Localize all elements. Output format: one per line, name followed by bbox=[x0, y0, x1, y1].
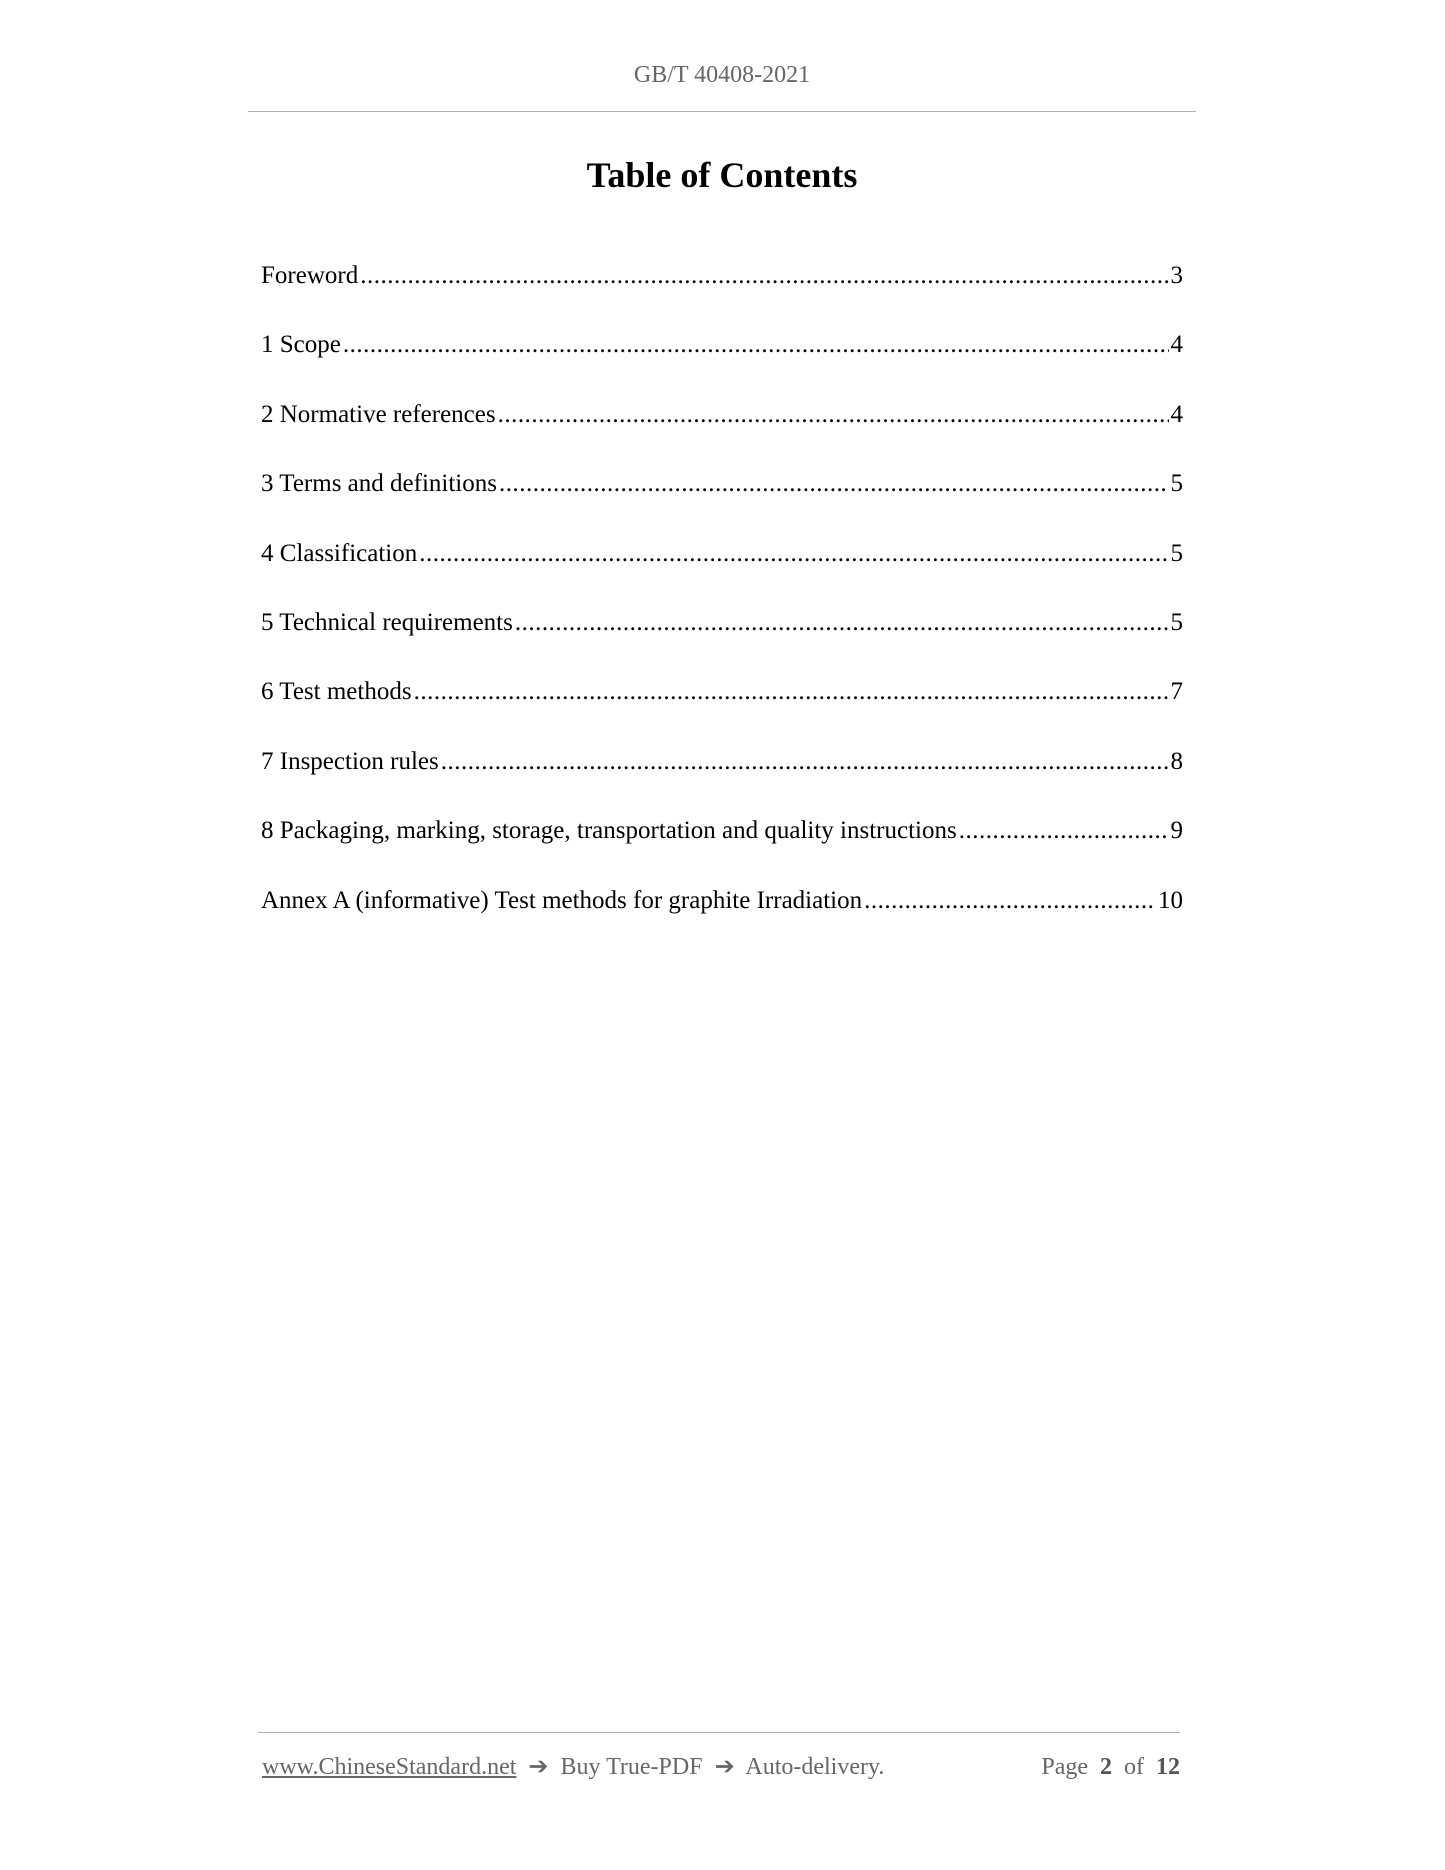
toc-entry-inspection-rules[interactable] bbox=[261, 748, 1183, 817]
toc-entry-page: 4 bbox=[1170, 331, 1183, 359]
toc-entry-page: 5 bbox=[1170, 470, 1183, 498]
toc-entry-label: 4 Classification bbox=[261, 539, 418, 567]
auto-delivery-text: Auto-delivery. bbox=[745, 1754, 885, 1780]
page-title: Table of Contents bbox=[586, 155, 858, 195]
document-code-header: GB/T 40408-2021 bbox=[633, 62, 811, 88]
dot-leader bbox=[419, 540, 1168, 568]
total-pages-number: 12 bbox=[1156, 1754, 1180, 1780]
toc-entry-label: 2 Normative references bbox=[261, 400, 496, 428]
dot-leader bbox=[864, 887, 1156, 915]
toc-entry-label: 3 Terms and definitions bbox=[261, 470, 497, 498]
dot-leader bbox=[959, 817, 1169, 845]
dot-leader bbox=[414, 678, 1169, 706]
page-footer bbox=[262, 1752, 1180, 1781]
toc-entry-test-methods[interactable] bbox=[261, 678, 1183, 747]
footer-promo bbox=[262, 1752, 884, 1781]
toc-entry-annex-a[interactable] bbox=[261, 887, 1183, 956]
dot-leader bbox=[498, 401, 1169, 429]
dot-leader bbox=[360, 262, 1168, 290]
table-of-contents bbox=[261, 262, 1183, 956]
toc-entry-page: 8 bbox=[1170, 747, 1183, 775]
footer-divider bbox=[258, 1732, 1180, 1733]
website-link[interactable]: www.ChineseStandard.net bbox=[262, 1754, 517, 1780]
toc-entry-label: 1 Scope bbox=[261, 331, 341, 359]
buy-true-pdf-text: Buy True-PDF bbox=[560, 1754, 703, 1780]
current-page-number: 2 bbox=[1100, 1754, 1112, 1780]
toc-entry-terms-and-definitions[interactable] bbox=[261, 470, 1183, 539]
toc-entry-foreword[interactable] bbox=[261, 262, 1183, 331]
toc-entry-page: 5 bbox=[1170, 608, 1183, 636]
arrow-right-icon: ➔ bbox=[528, 1754, 549, 1780]
toc-entry-label: 8 Packaging, marking, storage, transportation and quality instructions bbox=[261, 817, 957, 845]
toc-entry-classification[interactable] bbox=[261, 540, 1183, 609]
toc-entry-page: 9 bbox=[1170, 817, 1183, 845]
toc-entry-page: 7 bbox=[1170, 678, 1183, 706]
header-divider bbox=[248, 111, 1196, 112]
dot-leader bbox=[515, 609, 1169, 637]
toc-entry-label: 5 Technical requirements bbox=[261, 608, 513, 636]
toc-entry-label: 7 Inspection rules bbox=[261, 747, 439, 775]
page-number-indicator bbox=[1041, 1754, 1180, 1781]
toc-entry-label: Annex A (informative) Test methods for graphite Irradiation bbox=[261, 886, 863, 914]
arrow-right-icon: ➔ bbox=[714, 1754, 735, 1780]
toc-entry-normative-references[interactable] bbox=[261, 401, 1183, 470]
of-word: of bbox=[1124, 1754, 1144, 1780]
dot-leader bbox=[499, 470, 1169, 498]
toc-entry-page: 10 bbox=[1158, 886, 1183, 914]
dot-leader bbox=[441, 748, 1169, 776]
toc-entry-label: 6 Test methods bbox=[261, 678, 412, 706]
toc-entry-technical-requirements[interactable] bbox=[261, 609, 1183, 678]
toc-entry-page: 4 bbox=[1170, 400, 1183, 428]
toc-entry-page: 5 bbox=[1170, 539, 1183, 567]
toc-entry-label: Foreword bbox=[261, 262, 359, 289]
page-word: Page bbox=[1041, 1754, 1088, 1780]
toc-entry-scope[interactable] bbox=[261, 331, 1183, 400]
dot-leader bbox=[343, 331, 1169, 359]
toc-entry-packaging-marking[interactable] bbox=[261, 817, 1183, 886]
toc-entry-page: 3 bbox=[1170, 262, 1183, 289]
